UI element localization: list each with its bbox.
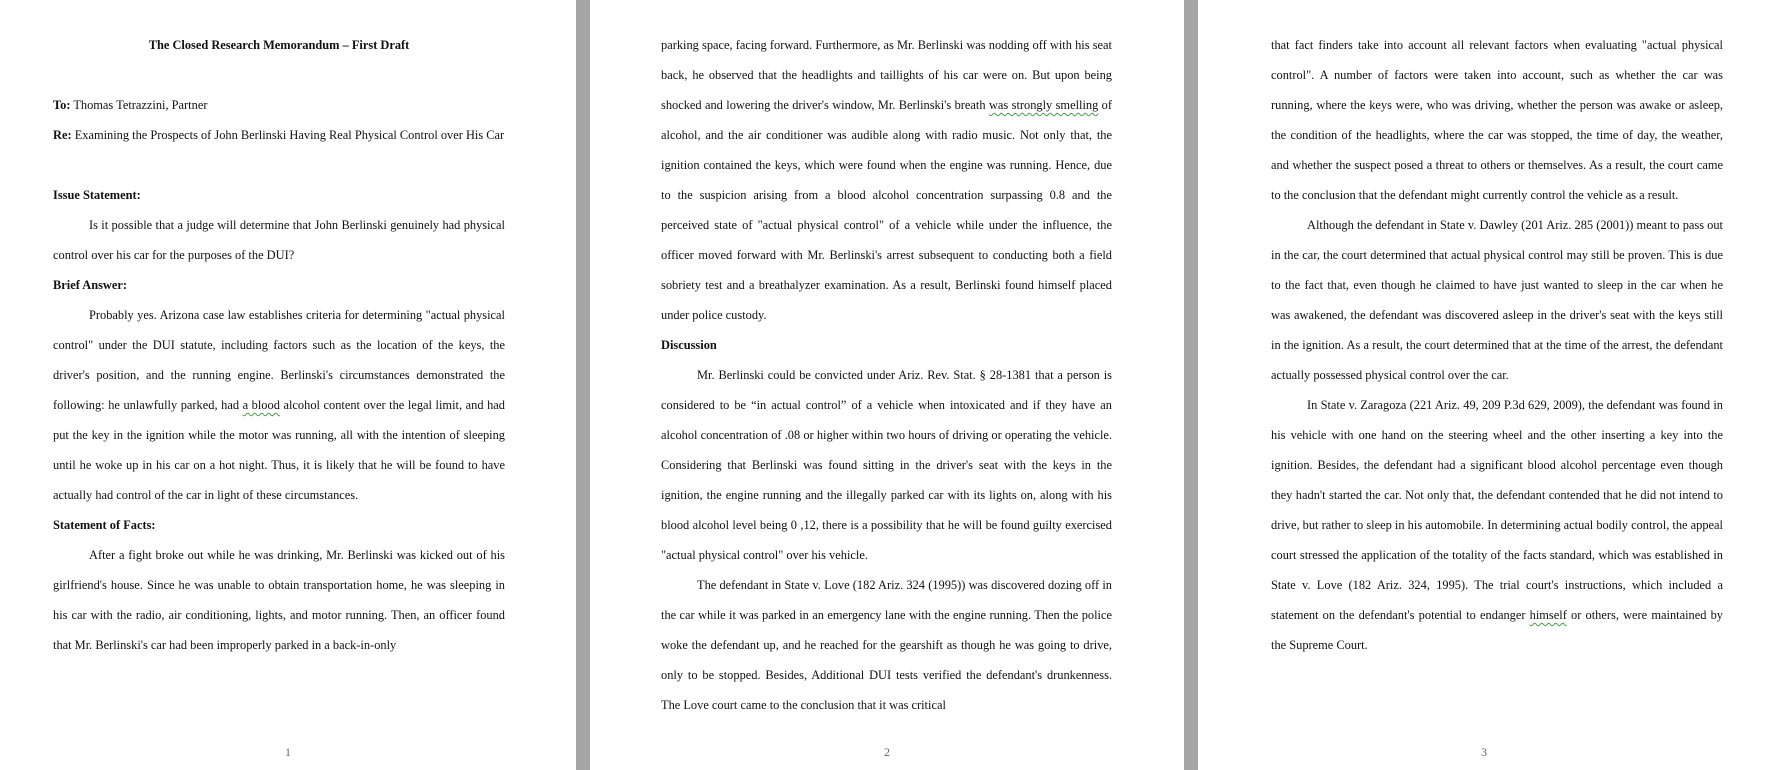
page-number: 1 <box>285 745 291 759</box>
facts-heading: Statement of Facts: <box>53 518 156 532</box>
spelling-flag: himself <box>1529 608 1567 622</box>
facts-continued <box>661 30 1112 330</box>
zaragoza-text-b: or others, were maintained by the Supreme Court. <box>1271 608 1723 652</box>
to-label: To: <box>53 98 71 112</box>
page-3-content <box>1271 30 1723 660</box>
issue-text: Is it possible that a judge will determine that John Berlinski genuinely had physical control over his car for the purposes of the DUI? <box>53 218 505 262</box>
issue-heading: Issue Statement: <box>53 188 141 202</box>
page-number: 3 <box>1481 745 1487 759</box>
facts-text: After a fight broke out while he was drinking, Mr. Berlinski was kicked out of his girlfriend's house. Since he was unable to obtain transportation home, he was sleeping in his car with the radio, air conditioning, lights, and motor running. Then, an officer found that Mr. Berlinski's car had been improperly parked in a back-in-only <box>53 548 505 652</box>
page-number: 2 <box>884 745 890 759</box>
facts-cont-b: of alcohol, and the air conditioner was audible along with radio music. Not only that, the ignition contained the keys, which were found when the engine was running. Hence, due to the suspicion arising from a blood alcohol concentration surpassing 0.8 and the perceived state of "actual physical control" of a vehicle while under the influence, the officer moved forward with Mr. Berlinski's arrest subsequent to conducting both a field sobriety test and a breathalyzer examination. As a result, Berlinski found himself placed under police custody. <box>661 98 1112 322</box>
memo-title: The Closed Research Memorandum – First Draft <box>148 38 410 52</box>
to-value: Thomas Tetrazzini, Partner <box>73 98 208 112</box>
discussion-paragraph-1: Mr. Berlinski could be convicted under Ariz. Rev. Stat. § 28-1381 that a person is considered to be “in actual control” of a vehicle when intoxicated and if they have an alcohol concentration of .08 or higher within two hours of driving or operating the vehicle. Considering that Berlinski was found sitting in the driver's seat with the keys in the ignition, the engine running and the illegally parked car with its lights on, along with his blood alcohol level being 0 ,12, there is a possibility that he will be found guilty exercised "actual physical control" over his vehicle. <box>661 368 1112 562</box>
page-1 <box>0 0 576 770</box>
to-line <box>53 90 505 120</box>
re-label: Re: <box>53 128 72 142</box>
discussion-paragraph-2: The defendant in State v. Love (182 Ariz. 324 (1995)) was discovered dozing off in the car while it was parked in an emergency lane with the engine running. Then the police woke the defendant up, and he reached for the gearshift as though he was going to drive, only to be stopped. Besides, Additional DUI tests verified the defendant's drunkenness. The Love court came to the conclusion that it was critical <box>661 578 1112 712</box>
dawley-paragraph: Although the defendant in State v. Dawley (201 Ariz. 285 (2001)) meant to pass out in the car, the court determined that actual physical control may still be proven. This is due to the fact that, even though he claimed to have just wanted to sleep in the car when he was awakened, the defendant was discovered asleep in the driver's seat with the keys still in the ignition. As a result, the court determined that at the time of the arrest, the defendant actually possessed physical control over the car. <box>1271 218 1723 382</box>
discussion-heading: Discussion <box>661 338 717 352</box>
brief-text <box>53 300 505 510</box>
page-3 <box>1198 0 1770 770</box>
zaragoza-text-a: In State v. Zaragoza (221 Ariz. 49, 209 P.3d 629, 2009), the defendant was found in his vehicle with one hand on the steering wheel and the other inserting a key into the ignition. Besides, the defendant had a significant blood alcohol percentage even though they hadn't started the car. Not only that, the defendant contended that he did not intend to drive, but rather to sleep in his automobile. In determining actual bodily control, the appeal court stressed the application of the totality of the facts standard, which was established in State v. Love (182 Ariz. 324, 1995). The trial court's instructions, which included a statement on the defendant's potential to endanger <box>1271 398 1723 622</box>
spelling-flag: a blood <box>242 398 280 412</box>
facts-cont-a: parking space, facing forward. Furthermore, as Mr. Berlinski was nodding off with his seat back, he observed that the headlights and taillights of his car were on. But upon being shocked and lowering the driver's window, Mr. Berlinski's breath <box>661 38 1112 112</box>
page-2-content <box>661 30 1112 720</box>
re-value: Examining the Prospects of John Berlinski Having Real Physical Control over His Car <box>74 128 505 142</box>
spacer <box>53 150 505 180</box>
zaragoza-paragraph <box>1271 390 1723 660</box>
brief-text-a: Probably yes. Arizona case law establishes criteria for determining "actual physical control" under the DUI statute, including factors such as the location of the keys, the driver's position, and the running engine. Berlinski's circumstances demonstrated the following: he unlawfully parked, had <box>53 308 505 412</box>
grammar-flag: was strongly smelling <box>988 98 1099 112</box>
discussion-continued: that fact finders take into account all relevant factors when evaluating "actual physical control". A number of factors were taken into account, such as whether the car was running, where the keys were, who was driving, whether the person was awake or asleep, the condition of the headlights, where the car was stopped, the time of day, the weather, and whether the suspect posed a threat to others or themselves. As a result, the court came to the conclusion that the defendant might currently control the vehicle as a result. <box>1271 38 1723 202</box>
brief-text-b: alcohol content over the legal limit, and had put the key in the ignition while the motor was running, all with the intention of sleeping until he woke up in his car on a hot night. Thus, it is likely that he will be found to have actually had control of the car in light of these circumstances. <box>53 398 505 502</box>
brief-heading: Brief Answer: <box>53 278 127 292</box>
page-1-content <box>53 30 505 660</box>
re-line <box>53 120 505 150</box>
page-2 <box>590 0 1184 770</box>
